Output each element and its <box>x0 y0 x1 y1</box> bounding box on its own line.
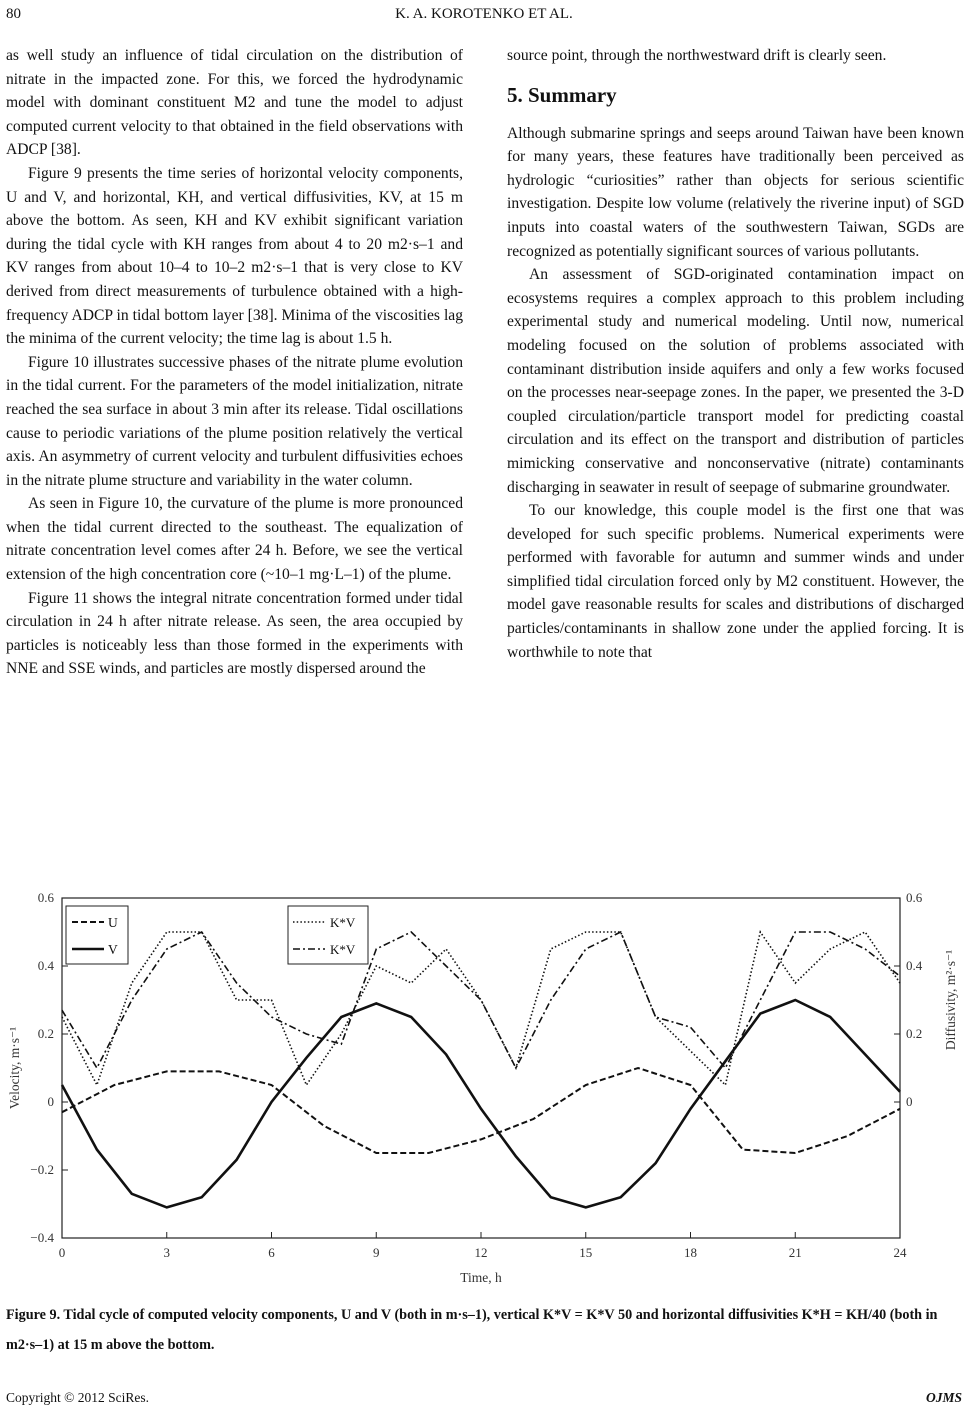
x-tick-label: 15 <box>579 1245 593 1260</box>
y-axis-label: Velocity, m·s⁻¹ <box>7 1026 22 1110</box>
legend-label: K*V <box>330 915 356 930</box>
legend-label: K*V <box>330 942 356 957</box>
legend-label: U <box>108 915 118 930</box>
y-right-tick-label: 0 <box>906 1094 913 1109</box>
left-column <box>6 44 463 681</box>
paragraph: as well study an influence of tidal circulation on the distribution of nitrate in the impacted zone. For this, we forced the hydrodynamic model with dominant constituent M2 and tune the model to adjust computed current velocity to that obtained in the field observations with ADCP [38]. <box>6 47 463 159</box>
page-footer <box>6 1390 962 1406</box>
figure-9-chart <box>0 888 968 1298</box>
section-heading: 5. Summary <box>507 82 617 107</box>
x-tick-label: 0 <box>58 1245 66 1260</box>
paragraph: To our knowledge, this couple model is the first one that was developed for such specific problems. Numerical experiments were performed with favorable for autumn and summer winds and under simplified tidal circulation forced only by M2 constituent. However, the model gave reasonable results for scales and distributions of discharged particles/contaminants in shallow zone under the applied forcing. It is worthwhile to note that <box>507 502 964 661</box>
legend-left-box <box>66 906 128 964</box>
legend-right-box <box>288 906 368 964</box>
paragraph: Figure 9 presents the time series of horizontal velocity components, U and V, and horizontal, KH, and vertical diffusivities, KV, at 15 m above the bottom. As seen, KH and KV exhibit significant variation during the tidal cycle with KH ranges from about 4 to 20 m2·s–1 and KV ranges from about 10–4 to 10–2 m2·s–1 that is very close to KV derived from direct measurements of turbulence obtained with a high-frequency ADCP in tidal bottom layer [38]. Minima of the viscosities lag the minima of the current velocity; the time lag is about 1.5 h. <box>6 164 463 348</box>
y-right-tick-label: 0.4 <box>906 958 923 973</box>
paragraph: As seen in Figure 10, the curvature of the plume is more pronounced when the tidal current directed to the southeast. The equalization of nitrate concentration level comes after 24 h. Before, we see the vertical extension of the high concentration core (~10–1 mg·L–1) of the plume. <box>6 495 463 584</box>
series-line-1 <box>62 1000 900 1207</box>
page-number: 80 <box>6 6 21 22</box>
x-tick-label: 9 <box>373 1245 380 1260</box>
x-tick-label: 24 <box>893 1245 907 1260</box>
x-tick-label: 21 <box>788 1245 802 1260</box>
figure-caption: Figure 9. Tidal cycle of computed velocity components, U and V (both in m·s–1), vertical K*V = K*V 50 and horizontal diffusivities K*H = KH/40 (both in m2·s–1) at 15 m above the bottom. <box>6 1307 938 1353</box>
paragraph: Figure 11 shows the integral nitrate concentration formed under tidal circulation in 24 h after nitrate release. As seen, the area occupied by particles is noticeably less than those formed in the experiments with NNE and SSE winds, and particles are mostly dispersed around the <box>6 589 463 678</box>
y-tick-label: −0.2 <box>30 1162 54 1177</box>
x-tick-label: 6 <box>268 1245 275 1260</box>
right-column <box>507 44 964 664</box>
y-tick-label: 0 <box>47 1094 54 1109</box>
y-tick-label: 0.6 <box>37 890 54 905</box>
copyright: Copyright © 2012 SciRes. <box>6 1390 150 1405</box>
running-title: K. A. KOROTENKO ET AL. <box>395 6 573 22</box>
y-tick-label: 0.2 <box>37 1026 54 1041</box>
y-right-axis-label: Diffusivity, m²·s⁻¹ <box>943 949 958 1051</box>
series-line-3 <box>62 932 900 1068</box>
journal-name: OJMS <box>925 1390 962 1405</box>
y-tick-label: −0.4 <box>30 1230 54 1245</box>
x-tick-label: 3 <box>163 1245 170 1260</box>
plot-frame <box>62 898 900 1238</box>
paragraph: source point, through the northwestward drift is clearly seen. <box>507 47 887 64</box>
y-right-tick-label: 0.2 <box>906 1026 923 1041</box>
y-right-tick-label: 0.6 <box>906 890 923 905</box>
paragraph: An assessment of SGD-originated contamination impact on ecosystems requires a complex approach to this problem including experimental study and numerical modeling. Until now, numerical modeling focused on the solution of problems associated with contaminant distribution inside aquifers and only a few works focused on the processes near-seepage zones. In the paper, we presented the 3-D coupled circulation/particle transport model for predicting coastal circulation and its effect on the transport and distribution of particles mimicking conservative and nonconservative (nitrate) contaminants discharging in seawater in result of seepage of submarine groundwater. <box>507 266 964 496</box>
x-tick-label: 18 <box>684 1245 697 1260</box>
page-header <box>0 6 968 26</box>
x-axis-label: Time, h <box>460 1270 502 1285</box>
paragraph: Although submarine springs and seeps around Taiwan have been known for many years, these features have traditionally been perceived as hydrologic “curiosities” rather than objects for serious scientific investigation. Despite low volume (relatively the riverine input) of SGD inputs into coastal waters of the southwestern Taiwan, SGDs are recognized as potentially significant sources of various pollutants. <box>507 124 964 260</box>
x-tick-label: 12 <box>474 1245 488 1260</box>
paragraph: Figure 10 illustrates successive phases of the nitrate plume evolution in the tidal current. For the parameters of the model initialization, nitrate reached the sea surface in about 3 min after its release. Tidal oscillations cause to periodic variations of the plume position relatively the vertical axis. An asymmetry of current velocity and turbulent diffusivities echoes in the nitrate plume structure and variability in the water column. <box>6 353 463 489</box>
figure-9 <box>0 888 968 1298</box>
legend-label: V <box>108 942 118 957</box>
y-tick-label: 0.4 <box>37 958 54 973</box>
